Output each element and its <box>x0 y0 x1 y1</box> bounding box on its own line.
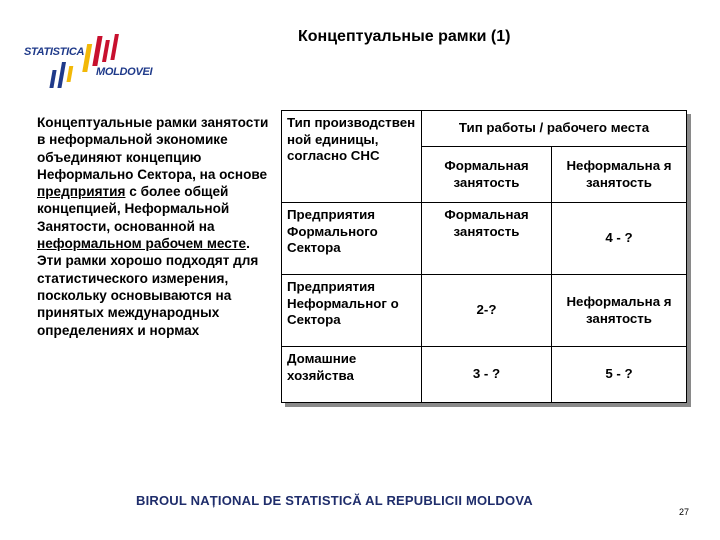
conceptual-framework-table <box>281 110 687 403</box>
description-part-3: . Эти рамки хорошо подходят для статистического измерения, поскольку основываются на принятых международных определениях и нормах <box>37 236 259 338</box>
description-part-1: Концептуальные рамки занятости в неформальной экономике объединяют концепцию Неформально Сектора, на основе <box>37 115 269 182</box>
row-label-formal-sector: Предприятия Формального Сектора <box>282 203 422 275</box>
logo-text-moldovei: MOLDOVEI <box>96 66 153 78</box>
page-title: Концептуальные рамки (1) <box>298 28 511 45</box>
logo-bars-icon <box>49 34 119 88</box>
link-informal-job: неформальном рабочем месте <box>37 236 247 252</box>
col-header-informal: Неформальна я занятость <box>552 147 687 203</box>
link-enterprise: предприятия <box>37 184 126 200</box>
cell-households-formal: 3 - ? <box>422 347 552 403</box>
description-part-2: с более общей концепцией, Неформальной Занятости, основанной на <box>37 184 230 234</box>
job-type-header: Тип работы / рабочего места <box>422 111 687 147</box>
page-number: 27 <box>679 507 690 517</box>
cell-households-informal: 5 - ? <box>552 347 687 403</box>
footer-institution: BIROUL NAȚIONAL DE STATISTICĂ AL REPUBLICII MOLDOVA <box>136 493 533 508</box>
logo-text-statistica: STATISTICA <box>24 46 85 58</box>
cell-formal-sector-informal: 4 - ? <box>552 203 687 275</box>
col-header-formal: Формальная занятость <box>422 147 552 203</box>
cell-informal-sector-informal: Неформальна я занятость <box>552 275 687 347</box>
corner-header: Тип производствен ной единицы, согласно СНС <box>282 111 422 203</box>
cell-formal-sector-formal: Формальная занятость <box>422 203 552 275</box>
row-label-households: Домашние хозяйства <box>282 347 422 403</box>
row-label-informal-sector: Предприятия Неформальног о Сектора <box>282 275 422 347</box>
statistica-moldovei-logo <box>20 28 170 98</box>
cell-informal-sector-formal: 2-? <box>422 275 552 347</box>
description-paragraph <box>37 114 277 339</box>
